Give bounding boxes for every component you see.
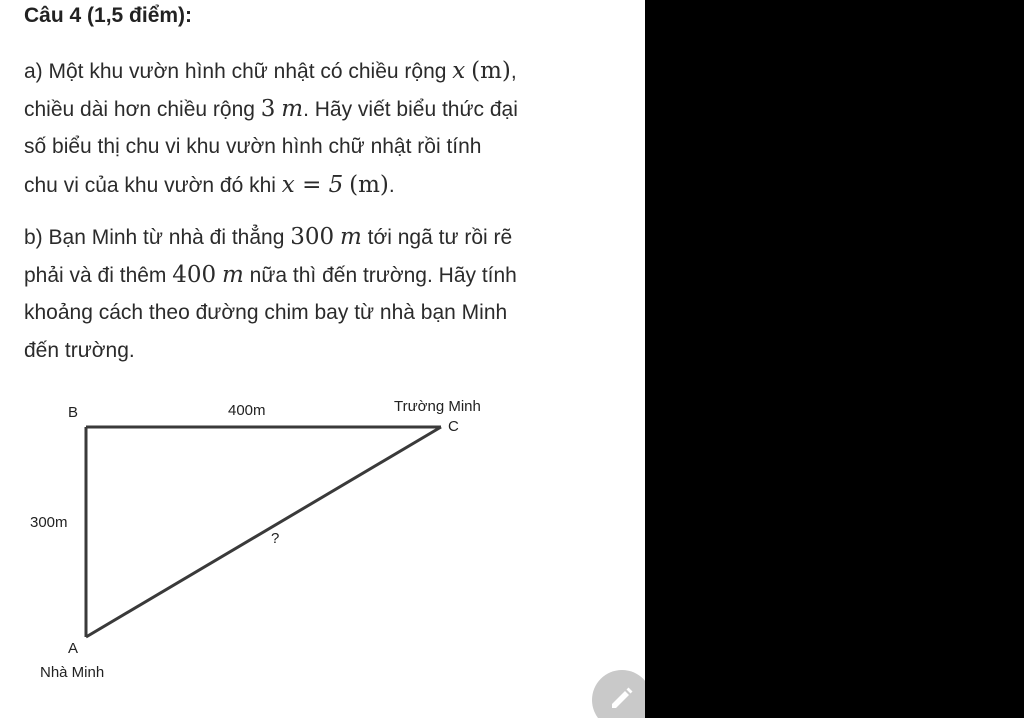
- number-300: 300: [290, 224, 335, 250]
- unit-m-paren-2: (m): [349, 172, 389, 198]
- part-b-line-2: [24, 256, 517, 294]
- home-label: Nhà Minh: [40, 664, 105, 681]
- part-b-line-1-text: b) Bạn Minh từ nhà đi thẳng: [24, 226, 291, 249]
- side-label-left: 300m: [30, 514, 68, 531]
- part-a-line-4: [24, 166, 518, 204]
- part-a-line-2-text: chiều dài hơn chiều rộng: [24, 98, 261, 121]
- vertex-label-a: A: [68, 640, 79, 657]
- part-a-line-1-end: ,: [510, 60, 517, 83]
- part-b-line-1-rest: tới ngã tư rồi rẽ: [361, 226, 513, 249]
- part-a-paragraph: [24, 52, 518, 204]
- equation-x-equals-5: x = 5: [281, 172, 344, 198]
- part-b-paragraph: [24, 218, 517, 370]
- part-b-line-1: [24, 218, 517, 256]
- part-a-line-2-rest: . Hãy viết biểu thức đại: [303, 98, 518, 121]
- side-label-top: 400m: [228, 402, 266, 419]
- part-a-line-4-text: chu vi của khu vườn đó khi: [24, 174, 282, 197]
- school-label: Trường Minh: [394, 398, 481, 415]
- segment-ac: [86, 427, 441, 637]
- hypotenuse-label: ?: [271, 530, 280, 547]
- vertex-label-b: B: [68, 404, 79, 421]
- variable-x: x: [452, 58, 466, 84]
- number-3: 3: [260, 96, 276, 122]
- part-b-line-2-text: phải và đi thêm: [24, 264, 173, 287]
- part-b-line-2-rest: nữa thì đến trường. Hãy tính: [243, 264, 517, 287]
- unit-m-b1: m: [339, 224, 362, 250]
- part-a-line-1-text: a) Một khu vườn hình chữ nhật có chiều rộng: [24, 60, 453, 83]
- unit-m: m: [281, 96, 304, 122]
- number-400: 400: [172, 262, 217, 288]
- question-title: Câu 4 (1,5 điểm):: [24, 4, 193, 27]
- part-a-line-1: [24, 52, 518, 90]
- pencil-icon: [606, 682, 636, 712]
- part-a-line-2: [24, 90, 518, 128]
- triangle-figure: [0, 385, 645, 695]
- vertex-label-c: C: [448, 418, 459, 435]
- part-b-line-3: khoảng cách theo đường chim bay từ nhà bạn Minh: [24, 301, 508, 324]
- unit-m-b2: m: [222, 262, 244, 288]
- unit-m-paren: (m): [471, 58, 511, 84]
- part-b-line-4: đến trường.: [24, 339, 135, 362]
- part-a-line-3: số biểu thị chu vi khu vườn hình chữ nhật rồi tính: [24, 135, 482, 158]
- part-a-line-4-end: .: [388, 174, 395, 197]
